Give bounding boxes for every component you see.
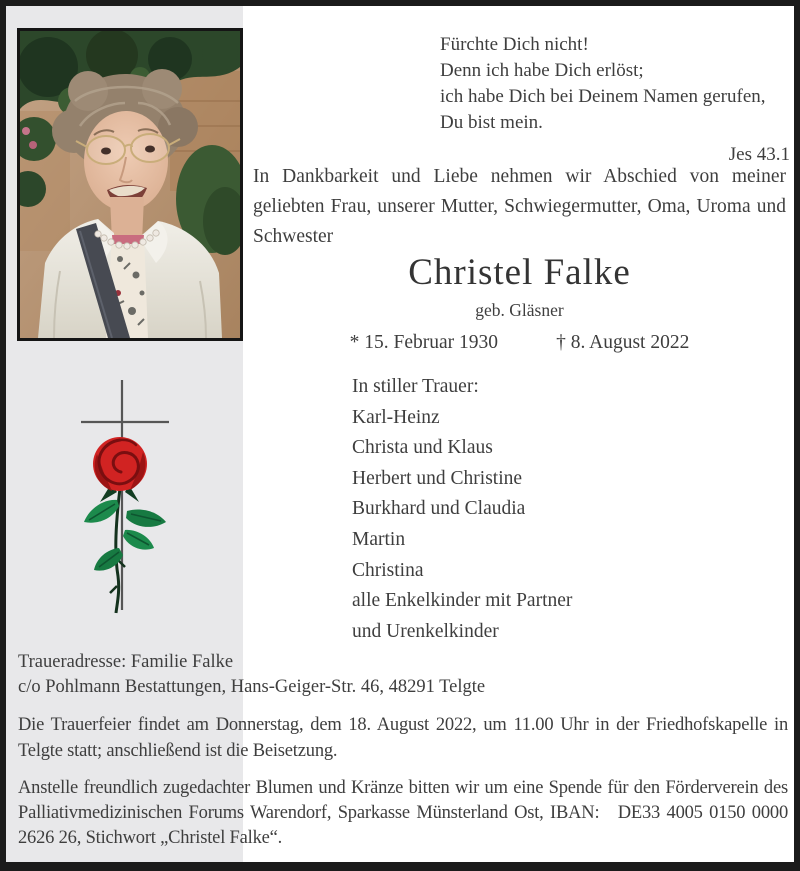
mourner-item: Christa und Klaus [352,437,493,459]
mourner-item: Christina [352,559,424,581]
birth-date: * 15. Februar 1930 [349,332,499,353]
mourner-item: Burkhard und Claudia [352,498,526,520]
mourner-item: Karl-Heinz [352,406,440,428]
quote-line: Denn ich habe Dich erlöst; [440,60,644,81]
quote-line: ich habe Dich bei Deinem Namen gerufen, [440,86,766,107]
quote-line: Fürchte Dich nicht! [440,34,589,55]
portrait-photo-image [20,31,240,338]
mourners-list [352,372,572,647]
deceased-name: Christel Falke [408,252,631,293]
cross-rose-icon [45,372,205,617]
portrait-photo [17,28,243,341]
address-line: c/o Pohlmann Bestattungen, Hans-Geiger-Str. 46, 48291 Telgte [18,677,486,697]
intro-paragraph: In Dankbarkeit und Liebe nehmen wir Abschied von meiner geliebten Frau, unserer Mutter, Schwiegermutter, Oma, Uroma und Schwester [253,166,786,247]
death-date: † 8. August 2022 [556,332,690,353]
mourning-heading: In stiller Trauer: [352,376,479,397]
quote-block [440,32,790,168]
funeral-address [18,650,788,700]
mourner-item: Herbert und Christine [352,467,523,489]
funeral-info-paragraph: Die Trauerfeier findet am Donnerstag, dem 18. August 2022, um 11.00 Uhr in der Friedhofskapelle in Telgte statt; anschließend ist die Beisetzung. [18,715,788,761]
quote-source: Jes 43.1 [728,144,790,165]
maiden-name: geb. Gläsner [475,300,564,320]
quote-line: Du bist mein. [440,112,543,133]
donation-paragraph: Anstelle freundlich zugedachter Blumen und Kränze bitten wir um eine Spende für den Förderverein des Palliativmedizinischen Forums Warendorf, Sparkasse Münsterland Ost, IBAN: DE33 4005 0150 0000 2626 26, Stichwort „Christel Falke“. [18,778,788,848]
mourner-item: und Urenkelkinder [352,620,499,642]
address-line: Traueradresse: Familie Falke [18,652,234,672]
mourner-item: alle Enkelkinder mit Partner [352,590,573,612]
mourner-item: Martin [352,528,406,550]
life-dates [253,332,786,354]
